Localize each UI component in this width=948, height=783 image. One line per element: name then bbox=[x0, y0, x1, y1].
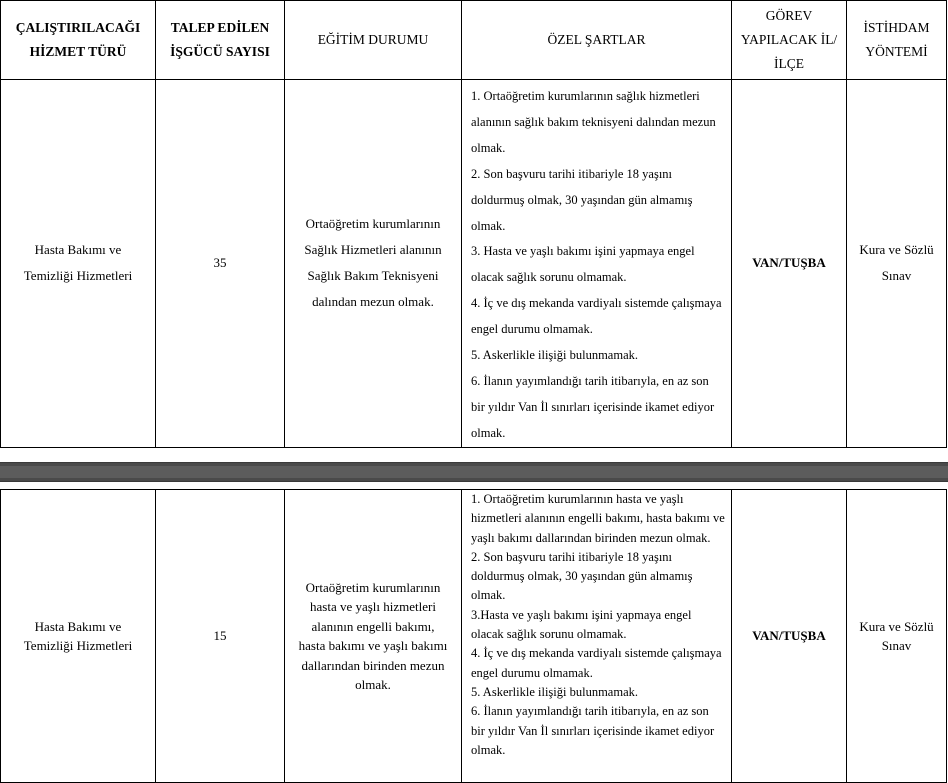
header-employment-method: İSTİHDAM YÖNTEMİ bbox=[847, 1, 947, 80]
condition-item: 5. Askerlikle ilişiği bulunmamak. bbox=[471, 348, 638, 363]
service-type-cell: Hasta Bakımı ve Temizliği Hizmetleri bbox=[1, 80, 156, 448]
condition-item: 6. İlanın yayımlandığı tarih itibarıyla, en az son bir yıldır Van İl sınırları içerisinde ikamet ediyor olmak. bbox=[471, 373, 715, 440]
condition-item: 1. Ortaöğretim kurumlarının sağlık hizmetleri alanının sağlık bakım teknisyeni dalından mezun olmak. bbox=[471, 89, 716, 155]
header-service-type: ÇALIŞTIRILACAĞI HİZMET TÜRÜ bbox=[1, 1, 156, 80]
condition-item: 3.Hasta ve yaşlı bakımı işini yapmaya engel olacak sağlık sorunu olmamak. bbox=[471, 607, 692, 642]
location-cell: VAN/TUŞBA bbox=[732, 490, 847, 783]
table-row bbox=[1, 80, 947, 448]
table-header-row bbox=[1, 1, 947, 80]
education-cell: Ortaöğretim kurumlarının hasta ve yaşlı hizmetleri alanının engelli bakımı, hasta bakımı ve yaşlı bakımı dallarından birinden mezun olmak. bbox=[285, 490, 462, 783]
condition-item: 5. Askerlikle ilişiği bulunmamak. bbox=[471, 684, 638, 699]
condition-item: 3. Hasta ve yaşlı bakımı işini yapmaya engel olacak sağlık sorunu olmamak. bbox=[471, 244, 695, 285]
condition-item: 4. İç ve dış mekanda vardiyalı sistemde çalışmaya engel durumu olmamak. bbox=[471, 646, 722, 680]
location-cell: VAN/TUŞBA bbox=[732, 80, 847, 448]
condition-item: 2. Son başvuru tarihi itibariyle 18 yaşını doldurmuş olmak, 30 yaşından gün almamış olmak. bbox=[471, 549, 693, 603]
table-row bbox=[1, 490, 947, 783]
condition-item: 1. Ortaöğretim kurumlarının hasta ve yaşlı hizmetleri alanının engelli bakımı, hasta bakımı ve yaşlı bakımı dallarından birinden mezun olmak. bbox=[471, 492, 725, 545]
condition-item: 4. İç ve dış mekanda vardiyalı sistemde çalışmaya engel durumu olmamak. bbox=[471, 296, 722, 337]
special-conditions-cell bbox=[462, 490, 732, 783]
header-special-conditions: ÖZEL ŞARTLAR bbox=[462, 1, 732, 80]
special-conditions-cell bbox=[462, 80, 732, 448]
service-type-cell: Hasta Bakımı ve Temizliği Hizmetleri bbox=[1, 490, 156, 783]
requested-count-cell: 15 bbox=[156, 490, 285, 783]
condition-item: 6. İlanın yayımlandığı tarih itibarıyla, en az son bir yıldır Van İl sınırları içerisinde ikamet ediyor olmak. bbox=[471, 704, 715, 757]
employment-method-cell: Kura ve Sözlü Sınav bbox=[847, 490, 947, 783]
employment-method-cell: Kura ve Sözlü Sınav bbox=[847, 80, 947, 448]
education-cell: Ortaöğretim kurumlarının Sağlık Hizmetleri alanının Sağlık Bakım Teknisyeni dalından mezun olmak. bbox=[285, 80, 462, 448]
requested-count-cell: 35 bbox=[156, 80, 285, 448]
header-requested-count: TALEP EDİLEN İŞGÜCÜ SAYISI bbox=[156, 1, 285, 80]
header-education: EĞİTİM DURUMU bbox=[285, 1, 462, 80]
header-location: GÖREV YAPILACAK İL/İLÇE bbox=[732, 1, 847, 80]
job-table-2 bbox=[0, 489, 947, 783]
section-divider bbox=[0, 462, 948, 482]
condition-item: 2. Son başvuru tarihi itibariyle 18 yaşını doldurmuş olmak, 30 yaşından gün almamış olmak. bbox=[471, 166, 693, 233]
